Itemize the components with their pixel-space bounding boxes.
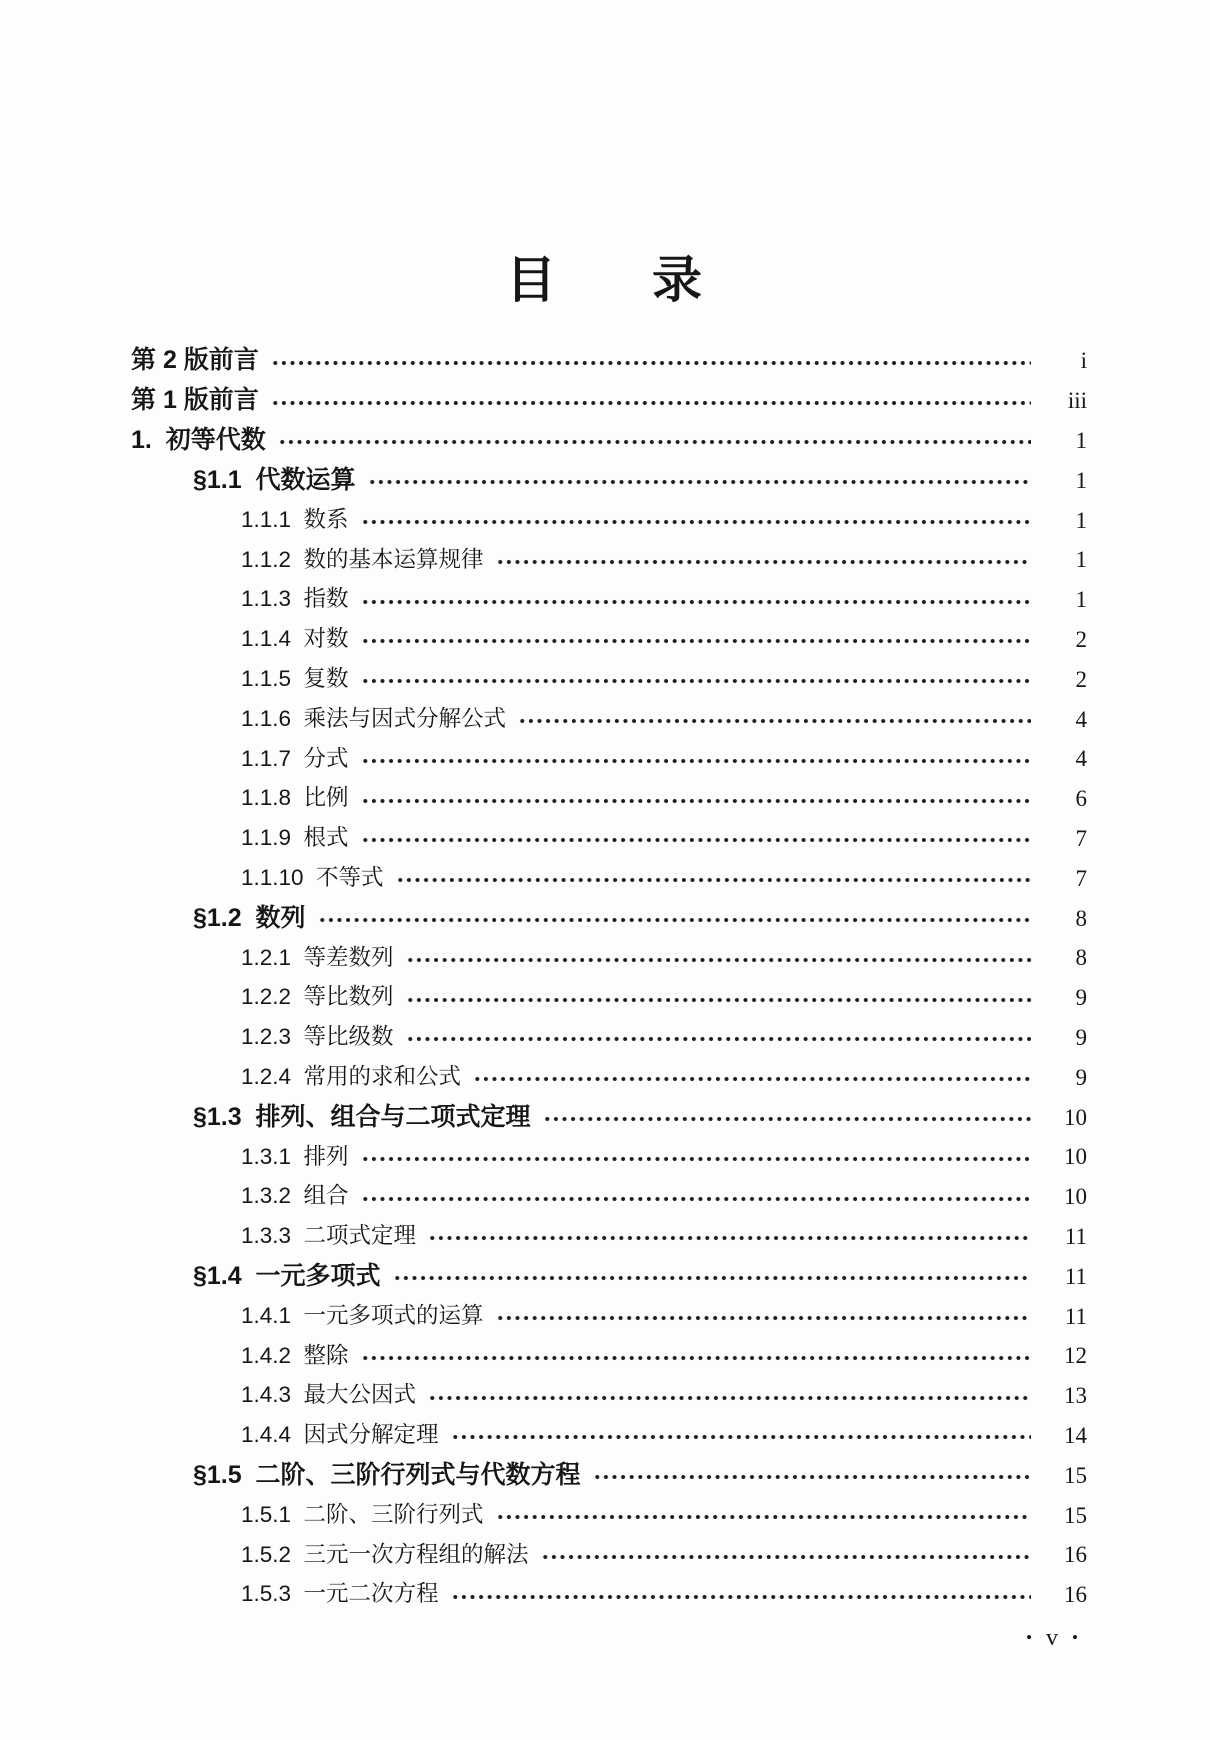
- entry-label: 1.5.1 二阶、三阶行列式: [241, 1501, 484, 1527]
- entry-label: 第 1 版前言: [131, 386, 259, 415]
- footer-page-label: v: [1046, 1625, 1059, 1651]
- toc-entry: [131, 1057, 1087, 1097]
- entry-page-number: 2: [1075, 666, 1087, 692]
- toc-list: [131, 341, 1087, 1615]
- entry-label: 1.3.3 二项式定理: [241, 1223, 417, 1249]
- entry-page-number: 9: [1075, 985, 1087, 1011]
- toc-entry: [131, 1217, 1087, 1257]
- toc-entry: [131, 1097, 1087, 1137]
- entry-label: §1.3 排列、组合与二项式定理: [193, 1102, 531, 1131]
- entry-label: 1.1.4 对数: [241, 626, 349, 652]
- entry-label: 1.1.9 根式: [241, 825, 349, 851]
- toc-entry: [131, 779, 1087, 819]
- entry-page-number: 1: [1075, 547, 1087, 573]
- dot-leader: [428, 1234, 1031, 1242]
- toc-entry: [131, 341, 1087, 381]
- entry-page-number: 2: [1075, 626, 1087, 652]
- entry-page-number: i: [1080, 348, 1087, 374]
- dot-leader: [406, 956, 1031, 964]
- toc-entry: [131, 1376, 1087, 1416]
- toc-entry: [131, 620, 1087, 660]
- entry-page-number: iii: [1067, 388, 1087, 414]
- entry-page-number: 7: [1075, 865, 1087, 891]
- toc-entry: [131, 978, 1087, 1018]
- entry-label: 1.1.5 复数: [241, 666, 349, 692]
- entry-page-number: 8: [1075, 945, 1087, 971]
- entry-page-number: 11: [1064, 1263, 1087, 1289]
- entry-page-number: 1: [1075, 587, 1087, 613]
- toc-entry: [131, 898, 1087, 938]
- dot-leader: [271, 359, 1031, 367]
- dot-leader: [593, 1473, 1031, 1481]
- entry-page-number: 13: [1064, 1383, 1087, 1409]
- entry-label: 1.1.3 指数: [241, 586, 349, 612]
- entry-label: 1.2.3 等比级数: [241, 1024, 394, 1050]
- toc-entry: [131, 699, 1087, 739]
- page-footer: [1026, 1626, 1078, 1650]
- entry-page-number: 7: [1075, 825, 1087, 851]
- dot-leader: [361, 1354, 1031, 1362]
- entry-label: §1.2 数列: [193, 903, 306, 932]
- dot-leader: [496, 1513, 1031, 1521]
- dot-leader: [361, 677, 1031, 685]
- toc-entry: [131, 381, 1087, 421]
- entry-page-number: 1: [1075, 467, 1087, 493]
- footer-dot-right: •: [1072, 1627, 1078, 1647]
- entry-page-number: 11: [1064, 1223, 1087, 1249]
- dot-leader: [361, 598, 1031, 606]
- dot-leader: [318, 916, 1031, 924]
- page-title-char-right: 录: [652, 252, 704, 308]
- entry-page-number: 9: [1075, 1064, 1087, 1090]
- dot-leader: [393, 1274, 1031, 1282]
- entry-label: 1.2.4 常用的求和公式: [241, 1063, 462, 1089]
- toc-entry: [131, 540, 1087, 580]
- toc-entry: [131, 421, 1087, 461]
- toc-entry: [131, 1416, 1087, 1456]
- dot-leader: [496, 1314, 1031, 1322]
- entry-label: 1.1.1 数系: [241, 506, 349, 532]
- toc-entry: [131, 1296, 1087, 1336]
- entry-label: §1.1 代数运算: [193, 465, 356, 494]
- entry-label: 1.4.2 整除: [241, 1342, 349, 1368]
- entry-label: 1.5.3 一元二次方程: [241, 1581, 439, 1607]
- entry-label: 1.1.10 不等式: [241, 865, 384, 890]
- dot-leader: [361, 797, 1031, 805]
- toc-entry: [131, 1575, 1087, 1615]
- entry-label: 1.1.7 分式: [241, 745, 349, 771]
- dot-leader: [428, 1394, 1031, 1402]
- toc-entry: [131, 938, 1087, 978]
- toc-entry: [131, 1455, 1087, 1495]
- entry-page-number: 16: [1064, 1542, 1087, 1568]
- dot-leader: [278, 438, 1031, 446]
- entry-label: 1.3.1 排列: [241, 1143, 349, 1169]
- entry-page-number: 11: [1064, 1303, 1087, 1329]
- dot-leader: [518, 717, 1031, 725]
- entry-label: 1. 初等代数: [131, 425, 266, 454]
- dot-leader: [361, 836, 1031, 844]
- toc-entry: [131, 739, 1087, 779]
- entry-page-number: 9: [1075, 1024, 1087, 1050]
- toc-entry: [131, 1336, 1087, 1376]
- entry-page-number: 10: [1064, 1104, 1087, 1130]
- dot-leader: [271, 399, 1031, 407]
- entry-label: 1.1.6 乘法与因式分解公式: [241, 705, 507, 731]
- entry-label: 1.4.1 一元多项式的运算: [241, 1302, 484, 1328]
- entry-page-number: 4: [1075, 746, 1087, 772]
- entry-label: 1.4.4 因式分解定理: [241, 1422, 439, 1448]
- dot-leader: [396, 876, 1031, 884]
- dot-leader: [543, 1115, 1031, 1123]
- entry-page-number: 8: [1075, 905, 1087, 931]
- entry-label: §1.4 一元多项式: [193, 1261, 381, 1290]
- toc-entry: [131, 819, 1087, 859]
- dot-leader: [368, 478, 1031, 486]
- toc-entry: [131, 1137, 1087, 1177]
- entry-page-number: 4: [1075, 706, 1087, 732]
- dot-leader: [406, 1035, 1031, 1043]
- footer-dot-left: •: [1026, 1627, 1033, 1647]
- entry-label: 第 2 版前言: [131, 346, 259, 375]
- entry-label: 1.4.3 最大公因式: [241, 1382, 417, 1408]
- entry-page-number: 6: [1075, 786, 1087, 812]
- dot-leader: [361, 1155, 1031, 1163]
- entry-page-number: 12: [1064, 1343, 1087, 1369]
- toc-entry: [131, 1256, 1087, 1296]
- dot-leader: [541, 1553, 1031, 1561]
- page-title: [0, 240, 1210, 312]
- dot-leader: [361, 1195, 1031, 1203]
- toc-entry: [131, 858, 1087, 898]
- dot-leader: [361, 518, 1031, 526]
- entry-label: 1.1.2 数的基本运算规律: [241, 546, 484, 572]
- dot-leader: [451, 1593, 1031, 1601]
- entry-label: 1.2.1 等差数列: [241, 944, 394, 970]
- entry-label: 1.3.2 组合: [241, 1183, 349, 1209]
- toc-entry: [131, 1535, 1087, 1575]
- entry-page-number: 10: [1064, 1184, 1087, 1210]
- toc-entry: [131, 500, 1087, 540]
- toc-entry: [131, 1018, 1087, 1058]
- toc-entry: [131, 659, 1087, 699]
- entry-page-number: 14: [1064, 1422, 1087, 1448]
- entry-page-number: 1: [1075, 507, 1087, 533]
- dot-leader: [473, 1075, 1031, 1083]
- dot-leader: [361, 637, 1031, 645]
- entry-label: 1.1.8 比例: [241, 785, 349, 811]
- entry-label: 1.2.2 等比数列: [241, 984, 394, 1010]
- entry-label: §1.5 二阶、三阶行列式与代数方程: [193, 1460, 581, 1489]
- entry-page-number: 1: [1075, 427, 1087, 453]
- page-title-char-left: 目: [506, 252, 558, 308]
- toc-entry: [131, 1495, 1087, 1535]
- entry-page-number: 15: [1064, 1502, 1087, 1528]
- toc-entry: [131, 1177, 1087, 1217]
- toc-entry: [131, 580, 1087, 620]
- entry-page-number: 10: [1064, 1144, 1087, 1170]
- dot-leader: [406, 996, 1031, 1004]
- entry-page-number: 15: [1064, 1462, 1087, 1488]
- dot-leader: [361, 757, 1031, 765]
- toc-entry: [131, 460, 1087, 500]
- entry-page-number: 16: [1064, 1582, 1087, 1608]
- entry-label: 1.5.2 三元一次方程组的解法: [241, 1541, 529, 1567]
- dot-leader: [451, 1433, 1031, 1441]
- dot-leader: [496, 558, 1031, 566]
